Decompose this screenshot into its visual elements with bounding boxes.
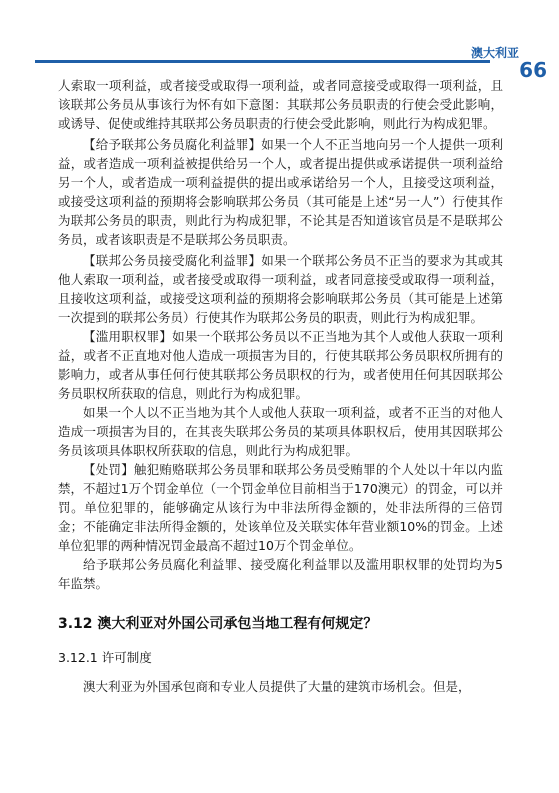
page-number: 66: [519, 58, 547, 82]
paragraph-accepting-bribe: 【联邦公务员接受腐化利益罪】如果一个联邦公务员不正当的要求为其或其他人索取一项利益，或者接受或取得一项利益，或者同意接受或取得一项利益，且接收这项利益，或接受这项利益的预期将会影响联邦公务员（其可能是上述第一次提到的联邦公务员）行使其作为联邦公务员的职责，则此行为构成犯罪。: [58, 253, 503, 325]
paragraph-bribery-offense: 【给予联邦公务员腐化利益罪】如果一个人不正当地向另一个人提供一项利益，或者造成一项利益被提供给另一个人，或者提出提供或承诺提供一项利益给另一个人，或者造成一项利益提供的提出或承诺给另一个人，且接受这项利益，或接受这项利益的预期将会影响联邦公务员（其可能是上述“另一人”）行使其作为联邦公务员的职责，则此行为构成犯罪，不论其是否知道该官员是不是联邦公务员，或者该职责是不是联邦公务员职责。: [58, 137, 503, 247]
paragraph-continuation: 人索取一项利益，或者接受或取得一项利益，或者同意接受或取得一项利益，且该联邦公务员从事该行为怀有如下意图：其联邦公务员职责的行使会受此影响，或诱导、促使或维持其联邦公务员职责的行使会受此影响，则此行为构成犯罪。: [58, 78, 503, 131]
header-label: 澳大利亚: [470, 46, 519, 60]
section-title: 3.12 澳大利亚对外国公司承包当地工程有何规定？: [58, 616, 378, 632]
paragraph-penalties: 【处罚】触犯贿赂联邦公务员罪和联邦公务员受贿罪的个人处以十年以内监禁，不超过1万个罚金单位（一个罚金单位目前相当于170澳元）的罚金，可以并罚。单位犯罪的，能够确定从该行为中非法所得金额的，处非法所得的三倍罚金；不能确定非法所得金额的，处该单位及关联实体年营业额10%的罚金。上述单位犯罪的两种情况罚金最高不超过10万个罚金单位。: [58, 462, 503, 553]
paragraph-penalties-summary: 给予联邦公务员腐化利益罪、接受腐化利益罪以及滥用职权罪的处罚均为5年监禁。: [58, 557, 503, 591]
paragraph-licensing-intro: 澳大利亚为外国承包商和专业人员提供了大量的建筑市场机会。但是，: [83, 679, 471, 694]
header-rule: [35, 60, 490, 63]
subsection-title: 3.12.1 许可制度: [58, 650, 152, 665]
paragraph-former-official: 如果一个人以不正当地为其个人或他人获取一项利益，或者不正当的对他人造成一项损害为目的，在其丧失联邦公务员的某项具体职权后，使用其因联邦公务员该项具体职权所获取的信息，则此行为构成犯罪。: [58, 405, 503, 458]
paragraph-abuse-of-office: 【滥用职权罪】如果一个联邦公务员以不正当地为其个人或他人获取一项利益，或者不正直地对他人造成一项损害为目的，行使其联邦公务员职权所拥有的影响力，或者从事任何行使其联邦公务员职权的行为，或者使用任何其因联邦公务员职权所获取的信息，则此行为构成犯罪。: [58, 329, 503, 401]
document-body: [58, 76, 503, 696]
